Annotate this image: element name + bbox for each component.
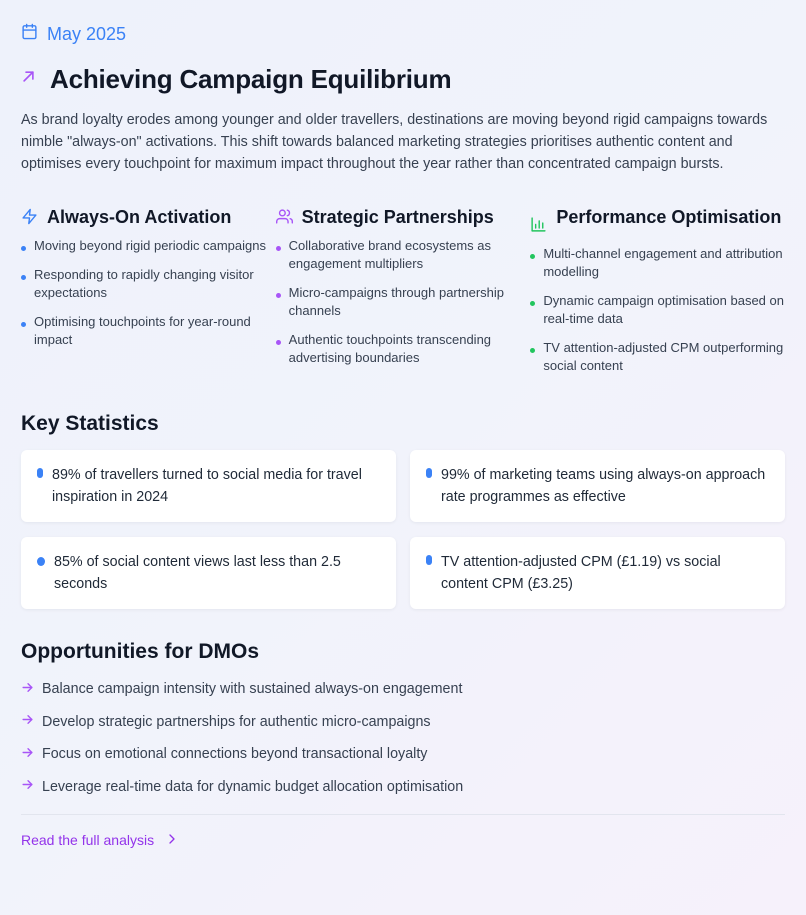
arrow-right-icon <box>21 746 34 763</box>
list-item <box>21 237 276 255</box>
column-header <box>21 205 276 230</box>
bullet-dot <box>530 301 535 306</box>
intro-paragraph: As brand loyalty erodes among younger and older travellers, destinations are moving beyond rigid campaigns towards nimble "always-on" activations. This shift towards balanced marketing strategies prioritises authentic content and optimises every touchpoint for maximum impact throughout the year rather than concentrated campaign bursts. <box>21 112 768 172</box>
list-item-text: Leverage real-time data for dynamic budget allocation optimisation <box>42 778 464 795</box>
date-row <box>21 20 785 48</box>
read-full-analysis-link[interactable] <box>21 832 785 848</box>
column-title: Always-On Activation <box>47 207 232 227</box>
list-item-text: TV attention-adjusted CPM outperforming social content <box>543 340 784 373</box>
list-item <box>21 678 785 700</box>
list-item <box>276 331 531 367</box>
stat-text: TV attention-adjusted CPM (£1.19) vs social content CPM (£3.25) <box>441 554 721 592</box>
users-icon <box>276 205 293 230</box>
stat-text: 89% of travellers turned to social media for travel inspiration in 2024 <box>52 467 362 505</box>
opportunities-heading: Opportunities for DMOs <box>21 640 259 663</box>
list-item <box>530 339 785 375</box>
stat-text: 85% of social content views last less than 2.5 seconds <box>54 554 341 592</box>
list-item <box>276 284 531 320</box>
lightning-icon <box>21 205 38 230</box>
column-title: Strategic Partnerships <box>301 207 494 227</box>
bar-chart-icon <box>530 205 547 238</box>
list-item-text: Authentic touchpoints transcending advertising boundaries <box>288 332 492 365</box>
list-item <box>21 711 785 733</box>
column-partnerships <box>276 205 531 386</box>
bullet-dot <box>21 246 26 251</box>
column-performance <box>530 205 785 386</box>
list-item-text: Collaborative brand ecosystems as engagement multipliers <box>288 238 491 271</box>
list-item <box>530 292 785 328</box>
stat-card <box>410 537 785 609</box>
list-item-text: Balance campaign intensity with sustained always-on engagement <box>42 681 463 697</box>
list-item-text: Dynamic campaign optimisation based on real-time data <box>543 293 784 326</box>
list-item <box>21 313 276 349</box>
list-item <box>276 237 531 273</box>
column-header <box>276 205 531 230</box>
stat-marker <box>37 557 45 566</box>
stat-text: 99% of marketing teams using always-on approach rate programmes as effective <box>441 467 766 505</box>
arrow-right-icon <box>21 713 34 730</box>
date-label: May 2025 <box>47 23 127 44</box>
title-row <box>21 59 785 99</box>
stat-marker <box>426 468 432 478</box>
column-title: Performance Optimisation <box>556 207 782 227</box>
stats-heading: Key Statistics <box>21 412 159 435</box>
column-header <box>530 205 785 238</box>
stat-marker <box>37 468 43 478</box>
column-list <box>530 245 785 375</box>
list-item-text: Multi-channel engagement and attribution modelling <box>543 246 783 279</box>
opportunities-list <box>21 678 785 798</box>
column-list <box>276 237 531 367</box>
stat-card <box>21 537 396 609</box>
calendar-icon <box>21 23 38 45</box>
list-item-text: Optimising touchpoints for year-round impact <box>34 314 251 347</box>
stat-marker <box>426 555 432 565</box>
bullet-dot <box>530 254 535 259</box>
bullet-dot <box>276 293 281 298</box>
list-item <box>21 743 785 765</box>
list-item <box>21 776 785 798</box>
arrow-right-icon <box>21 681 34 698</box>
bullet-dot <box>276 246 281 251</box>
arrow-right-icon <box>21 778 34 795</box>
bullet-dot <box>530 348 535 353</box>
divider <box>21 814 785 815</box>
bullet-dot <box>21 275 26 280</box>
bullet-dot <box>276 340 281 345</box>
stats-grid <box>21 450 785 609</box>
list-item <box>21 266 276 302</box>
feature-columns <box>21 205 785 386</box>
column-list <box>21 237 276 349</box>
chevron-right-icon <box>166 832 178 848</box>
stat-card <box>21 450 396 522</box>
list-item-text: Micro-campaigns through partnership channels <box>288 285 504 318</box>
arrow-up-right-icon <box>21 69 36 89</box>
list-item-text: Focus on emotional connections beyond transactional loyalty <box>42 746 428 762</box>
list-item-text: Responding to rapidly changing visitor expectations <box>34 267 254 300</box>
stat-card <box>410 450 785 522</box>
list-item-text: Moving beyond rigid periodic campaigns <box>34 238 266 253</box>
cta-label: Read the full analysis <box>21 831 155 848</box>
column-always-on <box>21 205 276 386</box>
page-title: Achieving Campaign Equilibrium <box>50 63 452 94</box>
bullet-dot <box>21 322 26 327</box>
list-item <box>530 245 785 281</box>
list-item-text: Develop strategic partnerships for authentic micro-campaigns <box>42 713 431 730</box>
